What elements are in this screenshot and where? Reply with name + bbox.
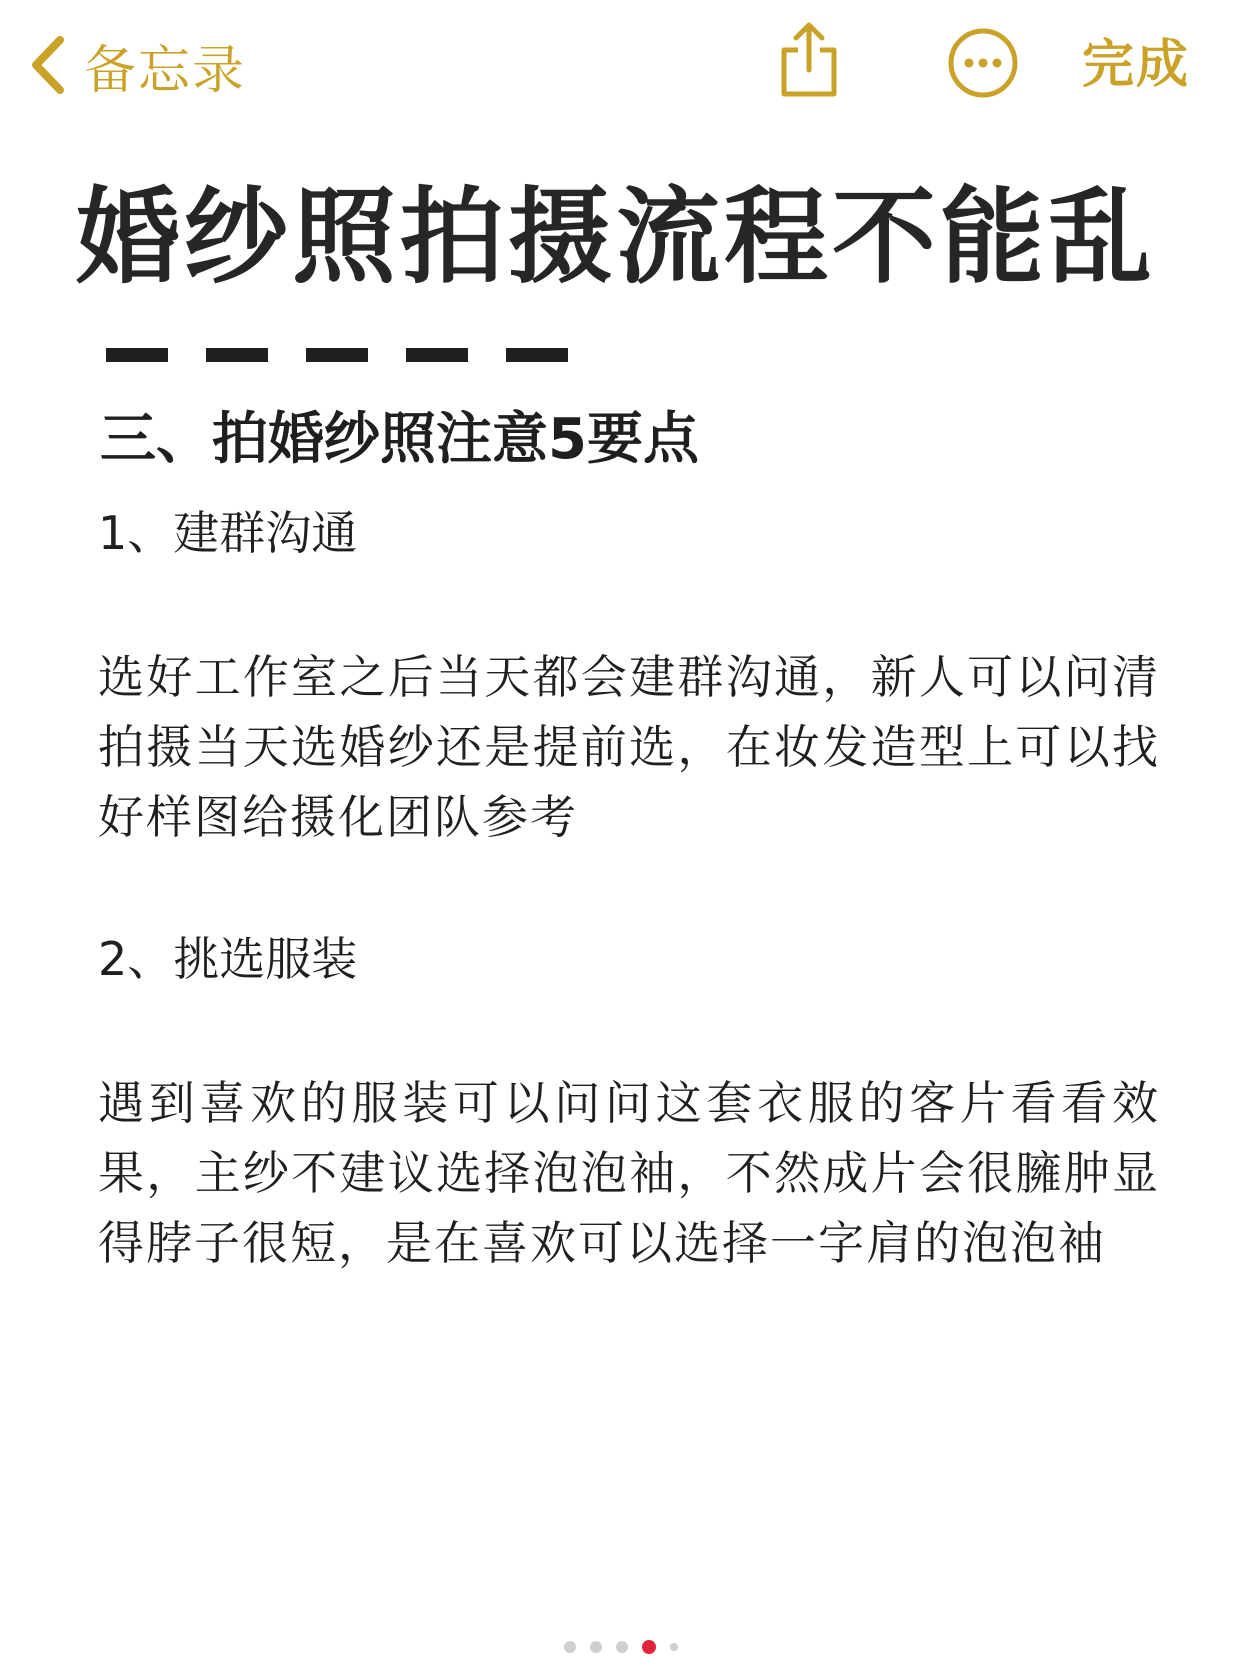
- page-dot[interactable]: [616, 1641, 628, 1653]
- more-icon: [946, 26, 1020, 100]
- note-title: 婚纱照拍摄流程不能乱: [76, 176, 1157, 298]
- done-button[interactable]: 完成: [1082, 35, 1191, 95]
- back-button[interactable]: [26, 30, 246, 100]
- share-button[interactable]: [774, 20, 844, 100]
- more-options-button[interactable]: [946, 26, 1020, 100]
- item-2-body: 遇到喜欢的服装可以问问这套衣服的客片看看效果，主纱不建议选择泡泡袖，不然成片会很臃肿显得脖子很短，是在喜欢可以选择一字肩的泡泡袖: [98, 1076, 1160, 1270]
- section-heading: 三、拍婚纱照注意5要点: [100, 407, 699, 472]
- back-button-label: 备忘录: [84, 40, 247, 101]
- divider-dash: [406, 348, 468, 362]
- dash-divider: [106, 348, 568, 362]
- share-icon: [774, 20, 844, 100]
- item-1-heading: 1、建群沟通: [98, 506, 358, 560]
- item-1-body: 选好工作室之后当天都会建群沟通，新人可以问清拍摄当天选婚纱还是提前选，在妆发造型上可以找好样图给摄化团队参考: [98, 650, 1160, 844]
- divider-dash: [206, 348, 268, 362]
- divider-dash: [506, 348, 568, 362]
- page-indicator[interactable]: [0, 1640, 1242, 1654]
- divider-dash: [106, 348, 168, 362]
- page-dot-active[interactable]: [642, 1640, 656, 1654]
- chevron-left-icon: [26, 32, 70, 98]
- page-dot[interactable]: [564, 1641, 576, 1653]
- page-dot[interactable]: [670, 1643, 678, 1651]
- divider-dash: [306, 348, 368, 362]
- navigation-bar: [0, 0, 1242, 130]
- item-2-heading: 2、挑选服装: [98, 932, 358, 986]
- page-dot[interactable]: [590, 1641, 602, 1653]
